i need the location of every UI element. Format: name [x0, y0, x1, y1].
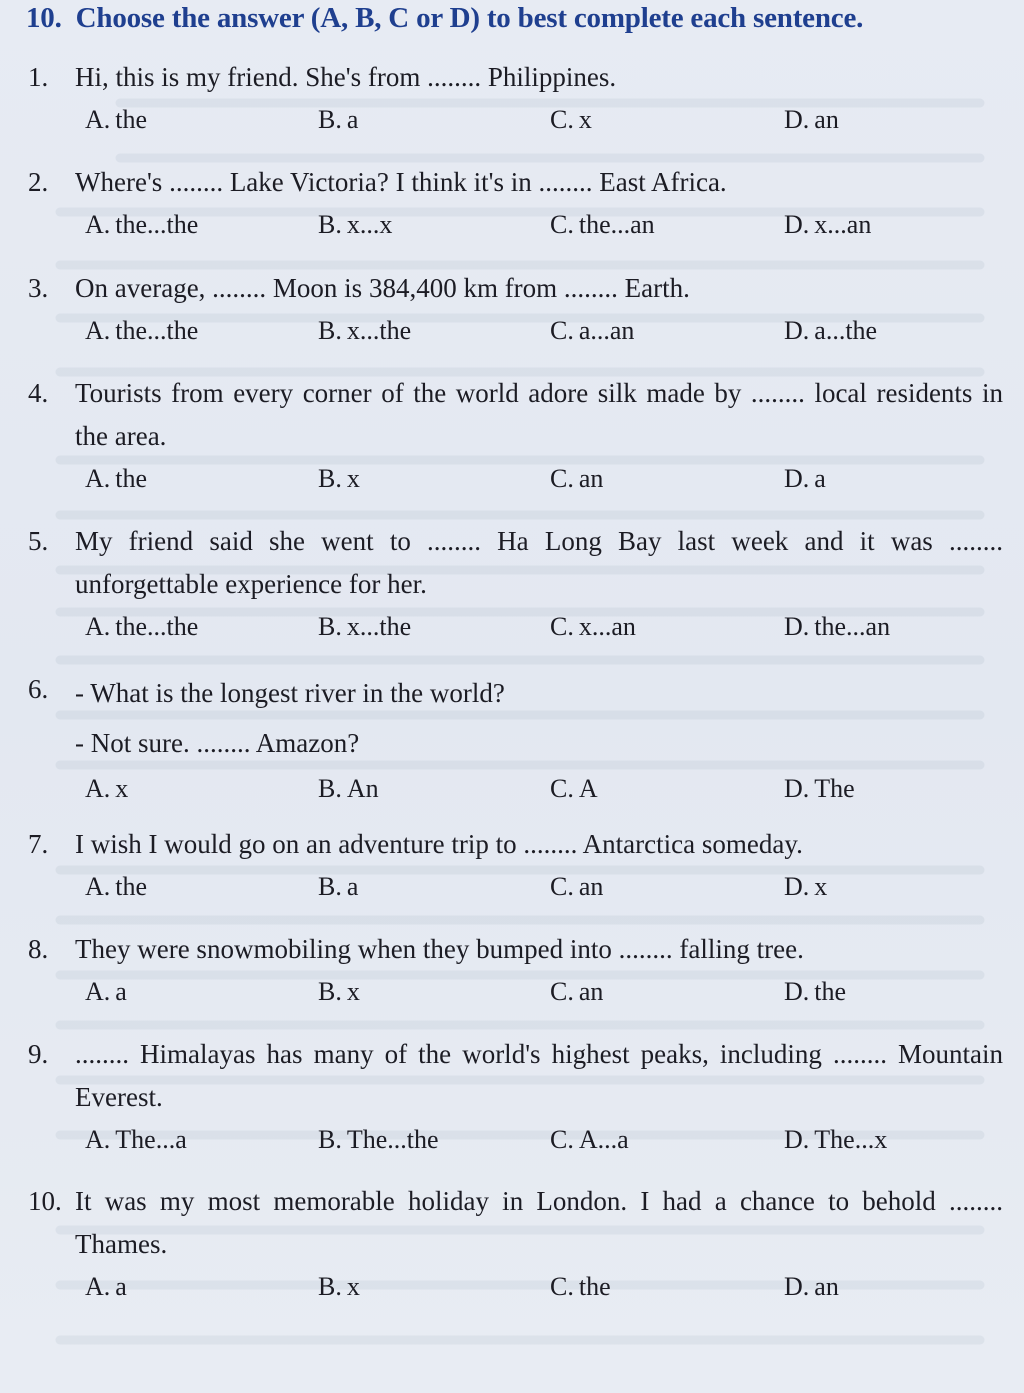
- question-3: [28, 267, 1003, 354]
- option-c[interactable]: C. an: [550, 464, 604, 493]
- question-text: They were snowmobiling when they bumped into ........ falling tree.: [75, 934, 804, 964]
- question-number: 3.: [28, 273, 49, 303]
- question-text: It was my most memorable holiday in London. I had a chance to behold ........ Thames.: [75, 1186, 1003, 1259]
- question-7: [28, 823, 1003, 910]
- question-number: 1.: [28, 62, 49, 92]
- exercise-number: 10.: [26, 2, 62, 34]
- option-c[interactable]: C. the...an: [550, 210, 655, 239]
- question-text: Hi, this is my friend. She's from ........ Philippines.: [75, 62, 617, 92]
- option-d[interactable]: D. x...an: [784, 210, 872, 239]
- option-d[interactable]: D. The...x: [784, 1125, 888, 1154]
- option-a[interactable]: A. the: [85, 464, 148, 493]
- option-d[interactable]: D. x: [784, 872, 828, 901]
- question-4: [28, 372, 1003, 502]
- question-number: 5.: [28, 526, 49, 556]
- options-row: [28, 458, 1003, 502]
- option-c[interactable]: C. an: [550, 872, 604, 901]
- option-c[interactable]: C. a...an: [550, 316, 635, 345]
- option-a[interactable]: A. x: [85, 774, 129, 803]
- exercise-heading: [26, 2, 863, 35]
- options-row: [28, 99, 1003, 143]
- option-a[interactable]: A. The...a: [85, 1125, 187, 1154]
- option-a[interactable]: A. the...the: [85, 612, 199, 641]
- options-row: [28, 971, 1003, 1015]
- question-number: 7.: [28, 829, 49, 859]
- option-d[interactable]: D. the: [784, 977, 847, 1006]
- question-text: - What is the longest river in the world? - Not sure. ........ Amazon?: [75, 678, 505, 758]
- option-b[interactable]: B. x: [318, 977, 360, 1006]
- options-row: [28, 204, 1003, 248]
- option-d[interactable]: D. an: [784, 1272, 839, 1301]
- question-2: [28, 161, 1003, 248]
- option-c[interactable]: C. x: [550, 105, 592, 134]
- options-row: [28, 768, 1003, 812]
- option-a[interactable]: A. the: [85, 105, 148, 134]
- option-a[interactable]: A. a: [85, 977, 127, 1006]
- question-text: My friend said she went to ........ Ha Long Bay last week and it was ........ unforgettable experience for her.: [75, 526, 1003, 599]
- options-row: [28, 1266, 1003, 1310]
- question-1: [28, 56, 1003, 143]
- option-b[interactable]: B. x: [318, 464, 360, 493]
- question-number: 8.: [28, 934, 49, 964]
- options-row: [28, 310, 1003, 354]
- question-number: 10.: [28, 1186, 62, 1216]
- option-d[interactable]: D. a...the: [784, 316, 878, 345]
- question-text: ........ Himalayas has many of the world's highest peaks, including ........ Mountain Everest.: [75, 1039, 1003, 1112]
- option-a[interactable]: A. a: [85, 1272, 127, 1301]
- option-b[interactable]: B. An: [318, 774, 379, 803]
- question-text: Tourists from every corner of the world adore silk made by ........ local residents in the area.: [75, 378, 1003, 451]
- question-text: On average, ........ Moon is 384,400 km from ........ Earth.: [75, 273, 690, 303]
- question-number: 6.: [28, 674, 49, 704]
- option-b[interactable]: B. x...the: [318, 612, 412, 641]
- option-a[interactable]: A. the: [85, 872, 148, 901]
- option-c[interactable]: C. A...a: [550, 1125, 629, 1154]
- question-10: [28, 1180, 1003, 1310]
- options-row: [28, 606, 1003, 650]
- question-6: [28, 668, 1003, 812]
- option-b[interactable]: B. The...the: [318, 1125, 439, 1154]
- question-8: [28, 928, 1003, 1015]
- option-a[interactable]: A. the...the: [85, 210, 199, 239]
- exercise-instruction: Choose the answer (A, B, C or D) to best complete each sentence.: [75, 2, 864, 34]
- option-d[interactable]: D. an: [784, 105, 839, 134]
- option-d[interactable]: D. a: [784, 464, 826, 493]
- option-d[interactable]: D. the...an: [784, 612, 891, 641]
- option-b[interactable]: B. x...the: [318, 316, 412, 345]
- options-row: [28, 866, 1003, 910]
- options-row: [28, 1119, 1003, 1163]
- question-text: Where's ........ Lake Victoria? I think it's in ........ East Africa.: [75, 167, 727, 197]
- option-c[interactable]: C. an: [550, 977, 604, 1006]
- question-number: 9.: [28, 1039, 49, 1069]
- question-number: 4.: [28, 378, 49, 408]
- question-5: [28, 520, 1003, 650]
- option-a[interactable]: A. the...the: [85, 316, 199, 345]
- question-number: 2.: [28, 167, 49, 197]
- question-9: [28, 1033, 1003, 1163]
- option-c[interactable]: C. x...an: [550, 612, 636, 641]
- option-d[interactable]: D. The: [784, 774, 855, 803]
- option-c[interactable]: C. the: [550, 1272, 611, 1301]
- option-c[interactable]: C. A: [550, 774, 598, 803]
- question-text: I wish I would go on an adventure trip to ........ Antarctica someday.: [75, 829, 803, 859]
- option-b[interactable]: B. x...x: [318, 210, 393, 239]
- option-b[interactable]: B. a: [318, 872, 359, 901]
- option-b[interactable]: B. a: [318, 105, 359, 134]
- option-b[interactable]: B. x: [318, 1272, 360, 1301]
